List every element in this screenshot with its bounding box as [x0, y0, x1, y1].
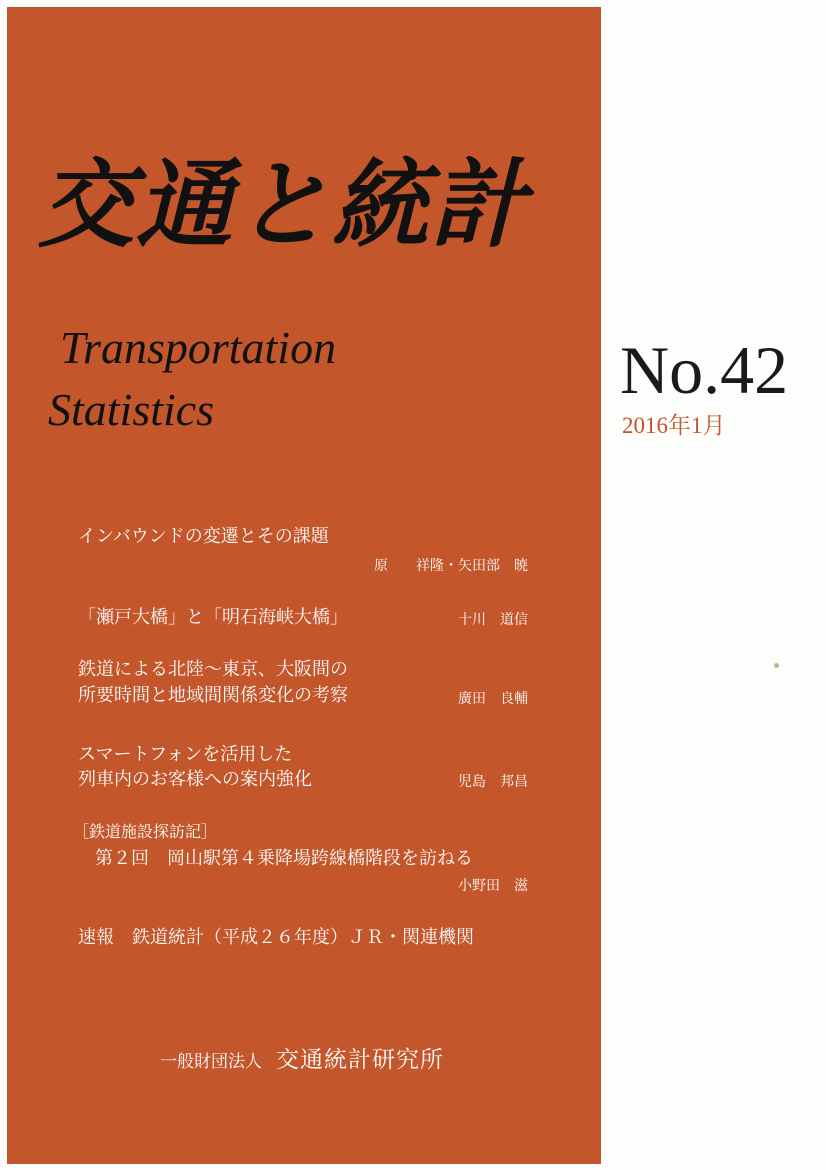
publisher-org-type: 一般財団法人	[160, 1052, 262, 1072]
toc-article-3-title-line2: 所要時間と地域間関係変化の考察	[78, 685, 348, 706]
toc-article-3-author: 廣田 良輔	[458, 691, 528, 707]
issue-number: No.42	[620, 332, 789, 408]
scan-speck	[774, 663, 779, 668]
issue-date: 2016年1月	[622, 413, 726, 438]
toc-article-6-title: 速報 鉄道統計（平成２６年度）ＪＲ・関連機関	[78, 927, 474, 948]
toc-article-2-title: 「瀬戸大橋」と「明石海峡大橋」	[78, 607, 348, 628]
toc-article-3-title-line1: 鉄道による北陸〜東京、大阪間の	[78, 659, 348, 680]
toc-article-4-title-line2: 列車内のお客様への案内強化	[78, 769, 312, 790]
publisher	[160, 1041, 444, 1074]
toc-article-1-author: 原 祥隆・矢田部 暁	[374, 558, 528, 574]
publisher-org-name: 交通統計研究所	[276, 1047, 444, 1073]
journal-title-english-line1: Transportation	[60, 322, 337, 373]
journal-title-english-line2: Statistics	[48, 384, 215, 435]
toc-article-4-author: 児島 邦昌	[458, 774, 528, 790]
toc-article-4-title-line1: スマートフォンを活用した	[78, 744, 293, 765]
toc-article-1-title: インバウンドの変遷とその課題	[78, 526, 329, 547]
toc-article-2-author: 十川 道信	[458, 612, 528, 628]
toc-article-5-title: 第２回 岡山駅第４乗降場跨線橋階段を訪ねる	[95, 848, 473, 869]
toc-article-5-series: ［鉄道施設探訪記］	[73, 822, 218, 841]
journal-title-japanese: 交通と統計	[38, 149, 528, 261]
toc-article-5-author: 小野田 滋	[458, 878, 528, 894]
